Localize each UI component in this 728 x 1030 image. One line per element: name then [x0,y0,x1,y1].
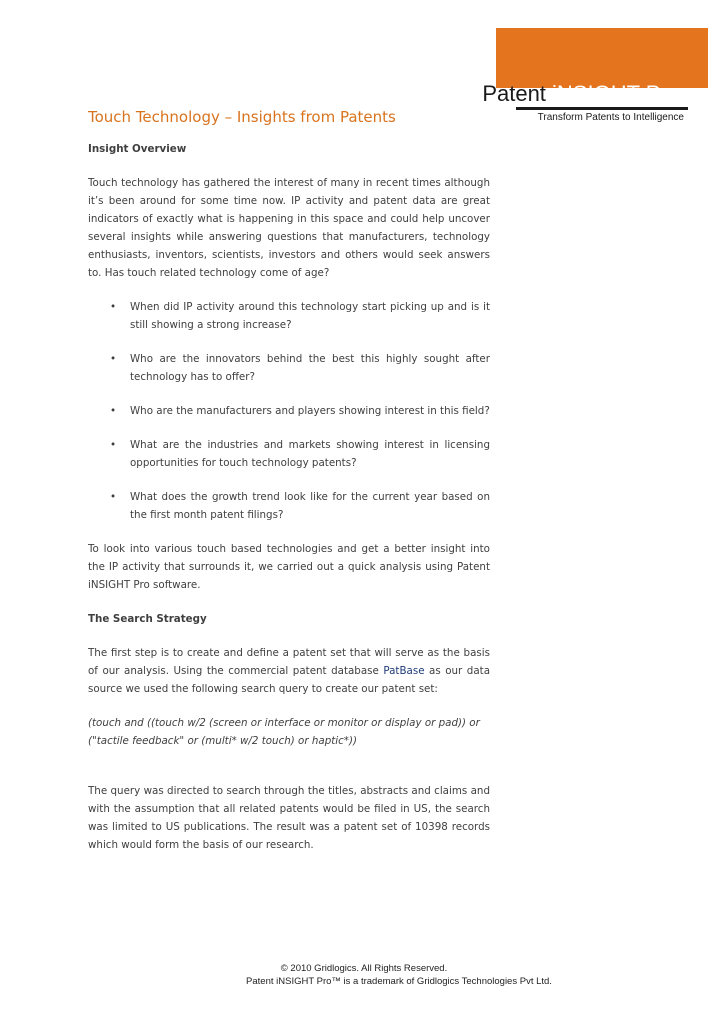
question-list [88,298,490,524]
question-item [88,402,490,420]
question-text: When did IP activity around this technology start picking up and is it still showing a strong increase? [130,301,490,331]
question-text: What are the industries and markets showing interest in licensing opportunities for touch technology patents? [130,439,490,469]
question-item [88,298,490,334]
logo-word-patent: Patent [482,81,553,106]
analysis-paragraph: To look into various touch based technologies and get a better insight into the IP activity that surrounds it, we carried out a quick analysis using Patent iNSIGHT Pro software. [88,543,490,591]
page-footer [0,962,728,988]
question-text: Who are the manufacturers and players showing interest in this field? [130,405,490,417]
document-title: Touch Technology – Insights from Patents [88,108,396,126]
bullet-icon: • [110,439,117,451]
strategy-paragraph [88,644,490,698]
logo-word-pro: Pro [645,81,680,106]
logo-word-insight: iNSIGHT [552,81,646,106]
document-body [88,106,490,870]
result-paragraph: The query was directed to search through the titles, abstracts and claims and with the assumption that all related patents would be filed in US, the search was limited to US publications. The result was a patent set of 10398 records which would form the basis of our research. [88,785,490,851]
overview-heading: Insight Overview [88,143,187,155]
search-query: (touch and ((touch w/2 (screen or interface or monitor or display or pad)) or ("tactile feedback" or (multi* w/2 touch) or haptic*)) [88,717,480,747]
logo-orange-block [496,28,708,88]
brand-logo [378,28,708,123]
bullet-icon: • [110,301,117,313]
logo-underline [516,107,688,110]
strategy-text-end: as our data source we used the following search query to create our patent set: [88,665,490,695]
strategy-heading: The Search Strategy [88,613,207,625]
bullet-icon: • [110,353,117,365]
footer-trademark: Patent iNSIGHT Pro™ is a trademark of Gridlogics Technologies Pvt Ltd. [246,976,552,987]
bullet-icon: • [110,405,117,417]
question-item [88,350,490,386]
logo-wordmark [482,82,680,106]
question-text: Who are the innovators behind the best this highly sought after technology has to offer? [130,353,490,383]
question-item [88,436,490,472]
strategy-text-start: The first step is to create and define a patent set that will serve as the basis of our analysis. Using the commercial patent database [88,647,490,677]
footer-copyright: © 2010 Gridlogics. All Rights Reserved. [280,963,448,974]
intro-paragraph: Touch technology has gathered the interest of many in recent times although it’s been around for some time now. IP activity and patent data are great indicators of exactly what is happening in this space and could help uncover several insights while answering questions that manufacturers, technology enthusiasts, inventors, scientists, investors and others would seek answers to. Has touch related technology come of age? [88,177,490,279]
patbase-link[interactable]: PatBase [383,665,425,677]
logo-tagline: Transform Patents to Intelligence [534,112,684,123]
question-item [88,488,490,524]
question-text: What does the growth trend look like for the current year based on the first month patent filings? [130,491,490,521]
bullet-icon: • [110,491,117,503]
